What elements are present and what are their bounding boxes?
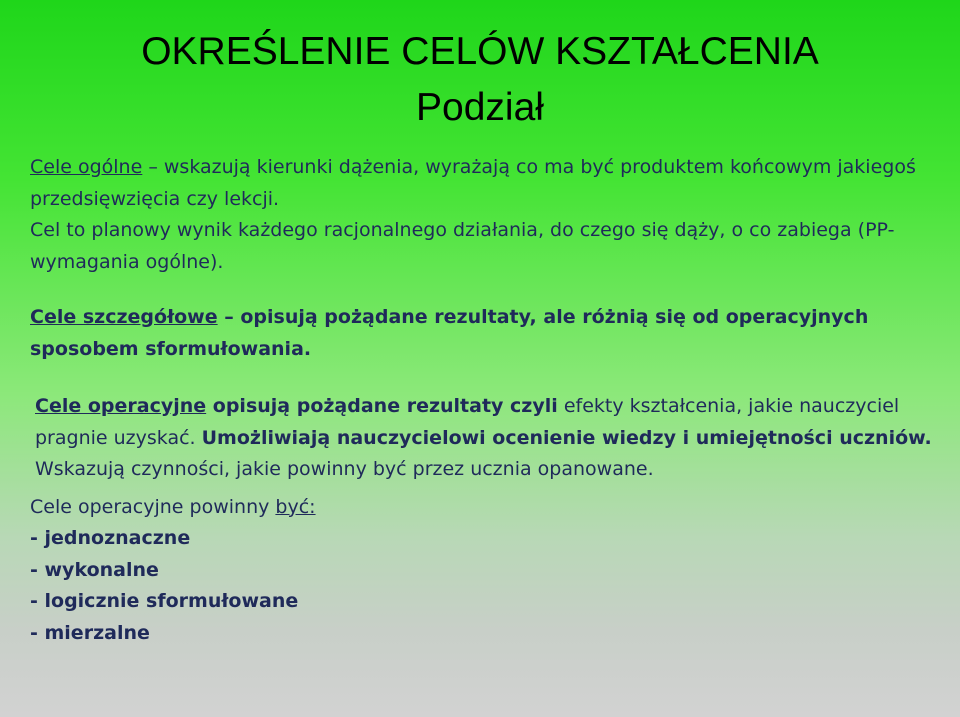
cele-szczegolowe-text: – opisują pożądane rezultaty, ale różnią się od operacyjnych sposobem sformułowania. bbox=[30, 306, 869, 360]
cele-ogolne-term: Cele ogólne bbox=[30, 156, 143, 178]
cele-operacyjne-plain-1: efekty kształcenia, jakie nauczyciel pragnie uzyskać. bbox=[35, 395, 900, 449]
powinny-heading-part1: Cele operacyjne powinny bbox=[30, 495, 276, 518]
requirements-list bbox=[30, 523, 935, 649]
list-item: - jednoznaczne bbox=[30, 527, 191, 549]
powinny-heading bbox=[30, 492, 935, 524]
powinny-heading-part2: być: bbox=[275, 495, 316, 518]
cele-operacyjne-paragraph bbox=[30, 391, 935, 486]
cele-szczegolowe-term: Cele szczegółowe bbox=[30, 306, 218, 328]
cele-operacyjne-bold-1: opisują pożądane rezultaty czyli bbox=[206, 395, 558, 417]
cele-ogolne-paragraph bbox=[30, 152, 935, 215]
list-item: - logicznie sformułowane bbox=[30, 590, 299, 612]
cele-operacyjne-term: Cele operacyjne bbox=[35, 395, 207, 417]
cele-szczegolowe-paragraph bbox=[30, 302, 935, 365]
slide-title: OKREŚLENIE CELÓW KSZTAŁCENIA bbox=[141, 30, 819, 73]
cel-definition-paragraph: Cel to planowy wynik każdego racjonalnego działania, do czego się dąży, o co zabiega (PP- wymagania ogólne). bbox=[30, 219, 895, 273]
slide-subtitle: Podział bbox=[416, 86, 544, 129]
cele-ogolne-text: – wskazują kierunki dążenia, wyrażają co ma być produktem końcowym jakiegoś przedsięwzięcia czy lekcji. bbox=[30, 156, 916, 210]
cele-operacyjne-plain-2: Wskazują czynności, jakie powinny być przez ucznia opanowane. bbox=[35, 458, 654, 480]
slide-body bbox=[30, 152, 935, 649]
spacer bbox=[30, 278, 935, 302]
spacer bbox=[30, 365, 935, 391]
list-item: - wykonalne bbox=[30, 558, 159, 581]
list-item: - mierzalne bbox=[30, 621, 150, 644]
cele-operacyjne-bold-2: Umożliwiają nauczycielowi ocenienie wiedzy i umiejętności uczniów. bbox=[201, 426, 932, 449]
